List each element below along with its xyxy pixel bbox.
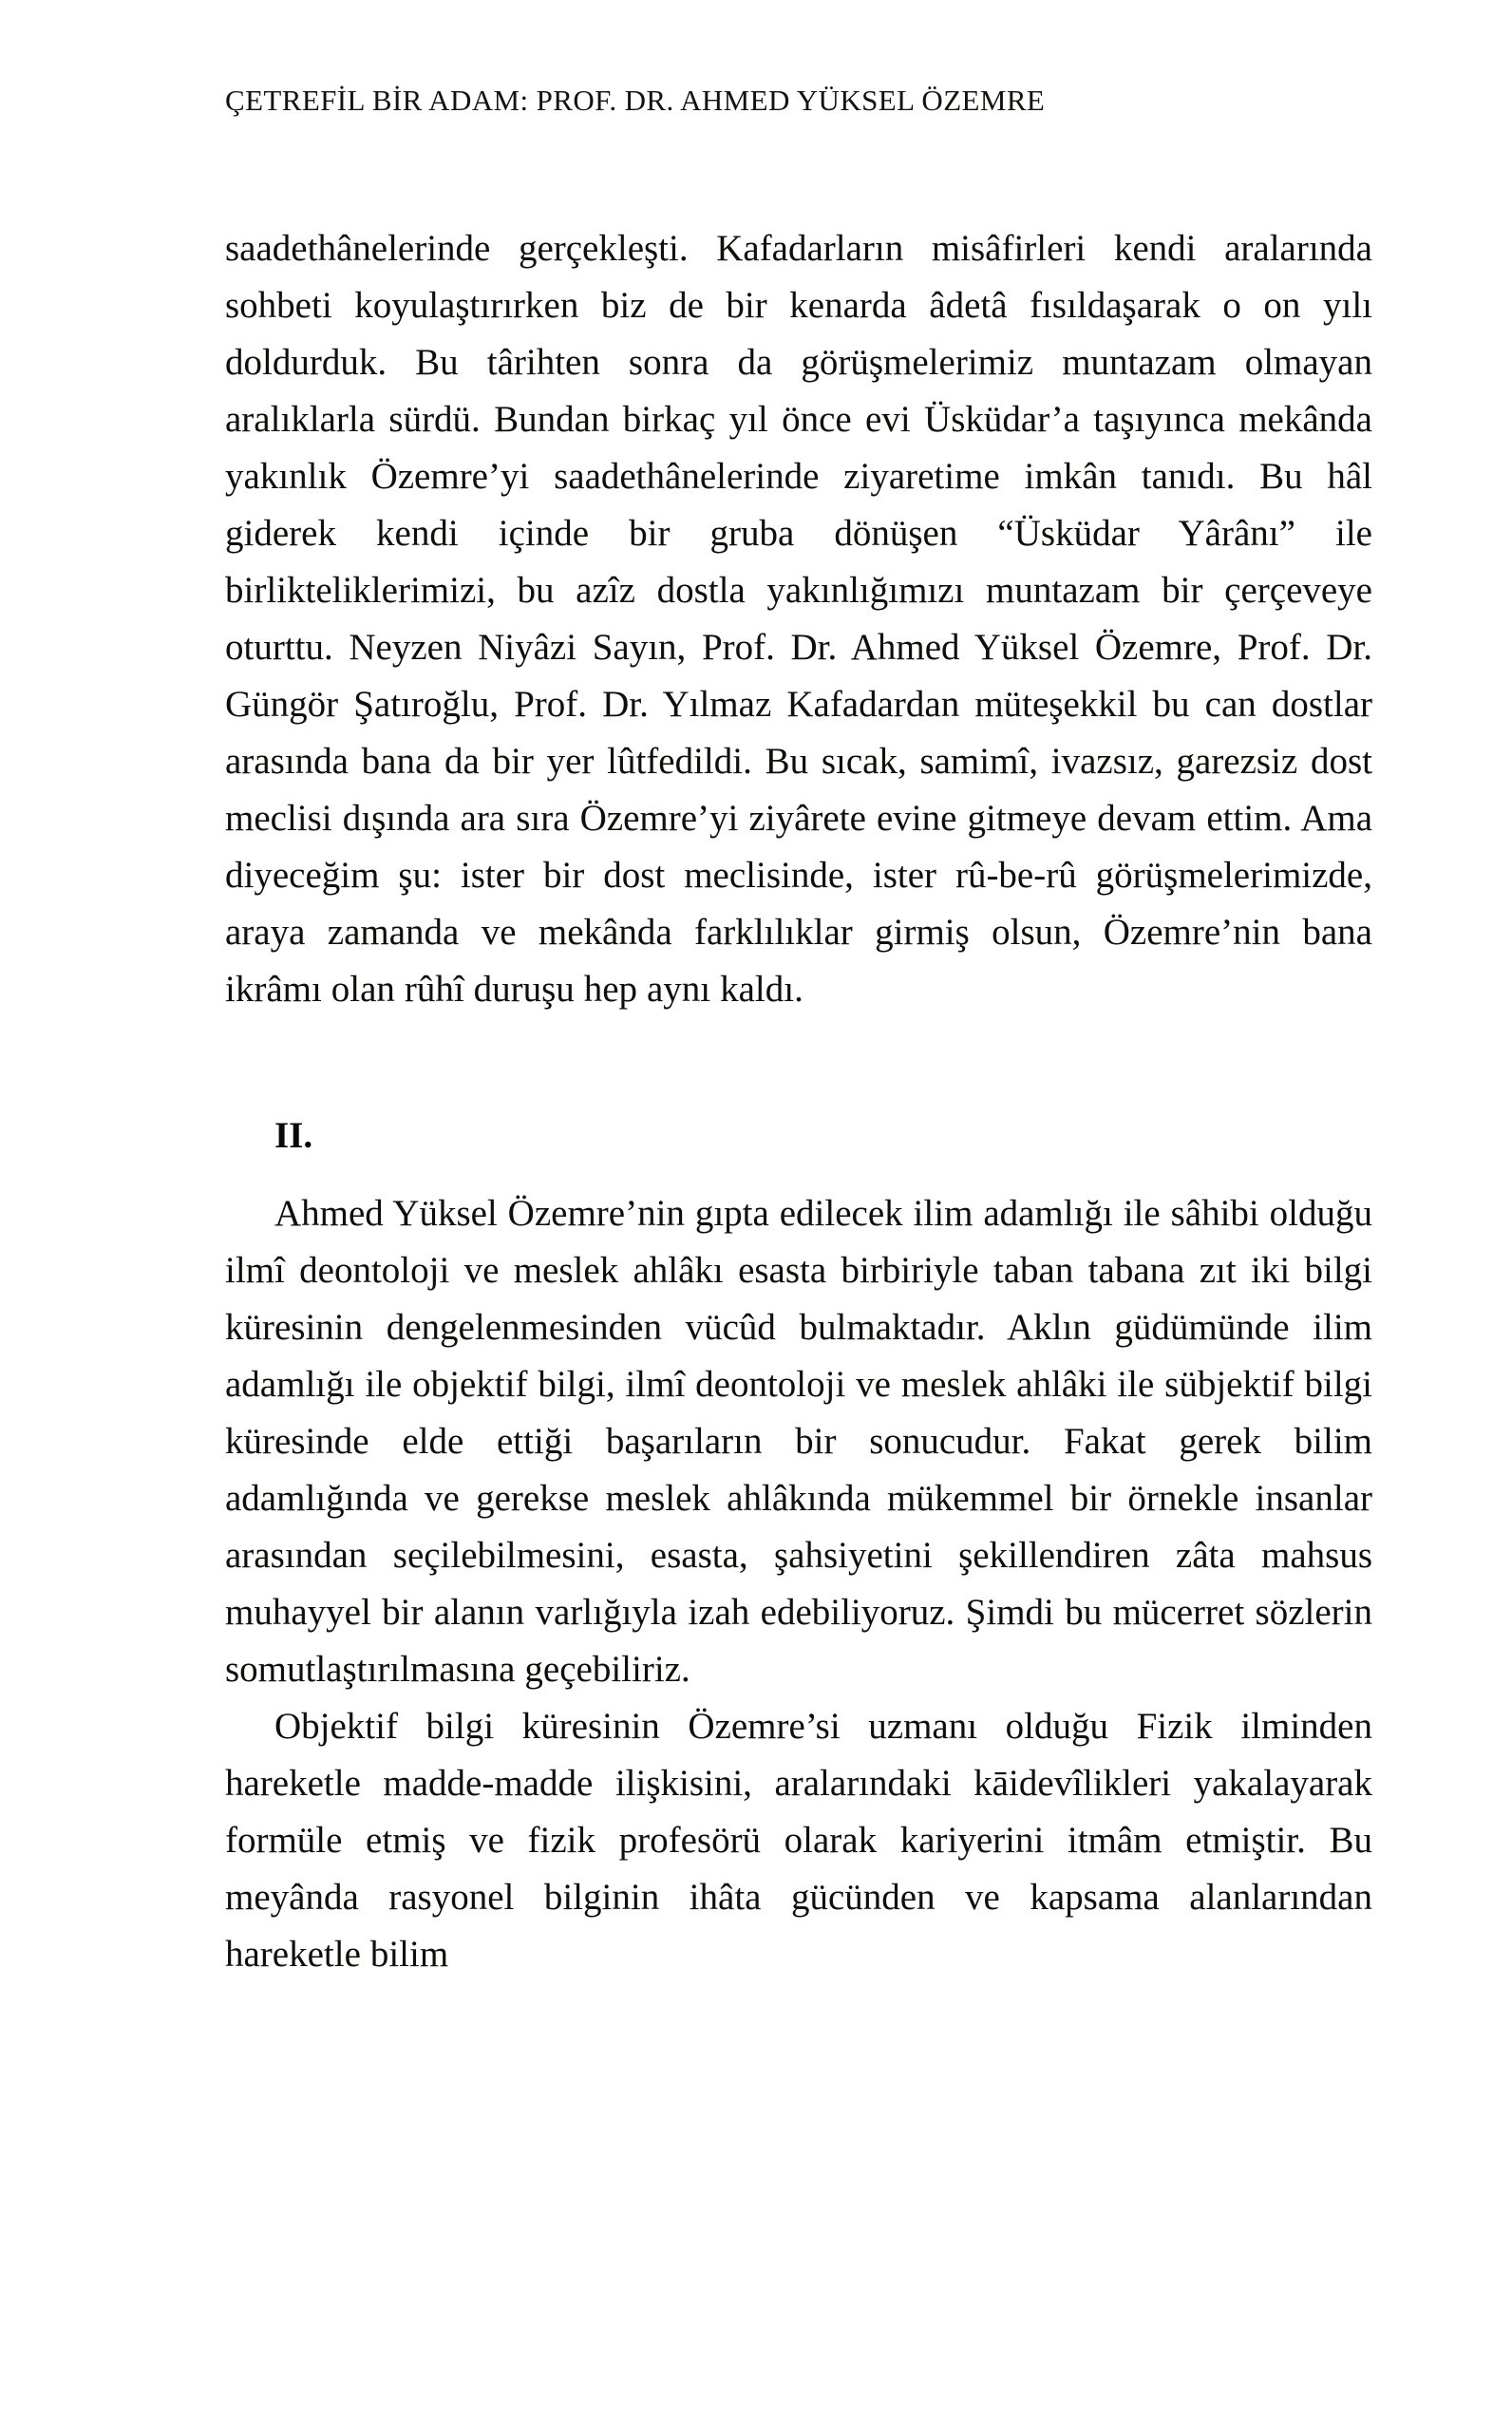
running-head: ÇETREFİL BİR ADAM: PROF. DR. AHMED YÜKSEL ÖZEMRE: [225, 84, 1046, 117]
paragraph-two: Ahmed Yüksel Özemre’nin gıpta edilecek ilim adamlığı ile sâhibi olduğu ilmî deontoloji ve meslek ahlâkı esasta birbiriyle taban tabana zıt iki bilgi küresinin dengelenmesinden vücûd bulmaktadır. Aklın güdümünde ilim adamlığı ile objektif bilgi, ilmî deontoloji ve meslek ahlâki ile sübjektif bilgi küresinde elde ettiği başarıların bir sonucudur. Fakat gerek bilim adamlığında ve gerekse meslek ahlâkında mükemmel bir örnekle insanlar arasından seçilebilmesini, esasta, şahsiyetini şekillendiren zâta mahsus muhayyel bir alanın varlığıyla izah edebiliyoruz. Şimdi bu mücerret sözlerin somutlaştırılmasına geçebiliriz.: [225, 1193, 1372, 1690]
paragraph-continuation: saadethânelerinde gerçekleşti. Kafadarların misâfirleri kendi aralarında sohbeti koyulaştırırken biz de bir kenarda âdetâ fısıldaşarak o on yılı doldurduk. Bu târihten sonra da görüşmelerimiz muntazam olmayan aralıklarla sürdü. Bundan birkaç yıl önce evi Üsküdar’a taşıyınca mekânda yakınlık Özemre’yi saadethânelerinde ziyaretime imkân tanıdı. Bu hâl giderek kendi içinde bir gruba dönüşen “Üsküdar Yârânı” ile birlikteliklerimizi, bu azîz dostla yakınlığımızı muntazam bir çerçeveye oturttu. Neyzen Niyâzi Sayın, Prof. Dr. Ahmed Yüksel Özemre, Prof. Dr. Güngör Şatıroğlu, Prof. Dr. Yılmaz Kafadardan müteşekkil bu can dostlar arasında bana da bir yer lûtfedildi. Bu sıcak, samimî, ivazsız, garezsiz dost meclisi dışında ara sıra Özemre’yi ziyârete evine gitmeye devam ettim. Ama diyeceğim şu: ister bir dost meclisinde, ister rû-be-rû görüşmelerimizde, araya zamanda ve mekânda farklılıklar girmiş olsun, Özemre’nin bana ikrâmı olan rûhî duruşu hep aynı kaldı.: [225, 228, 1372, 1010]
body-text-block: [225, 220, 1372, 1983]
spacer-after-section-heading: [225, 1164, 1372, 1185]
section-number-heading: II.: [274, 1115, 313, 1156]
paragraph-three: Objektif bilgi küresinin Özemre’si uzmanı olduğu Fizik ilminden hareketle madde-madde ilişkisini, aralarındaki kāidevîlikleri yakalayarak formüle etmiş ve fizik profesörü olarak kariyerini itmâm etmiştir. Bu meyânda rasyonel bilginin ihâta gücünden ve kapsama alanlarından hareketle bilim: [225, 1706, 1372, 1975]
spacer-before-section-heading: [225, 1018, 1372, 1107]
